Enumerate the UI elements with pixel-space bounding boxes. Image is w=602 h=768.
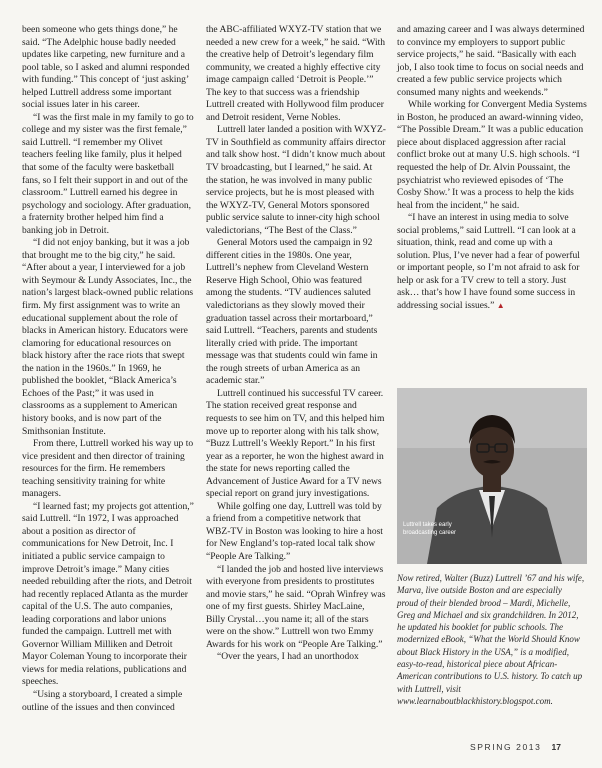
paragraph: the ABC-affiliated WXYZ-TV station that we needed a new crew for a week,” he said. “With the creative help of Detroit’s legendary film community, we created a highly effective city image campaign called ‘Detroit is People.’” The key to that success was a friendship Luttrell created with Hollywood film producer and Detroit resident, Verne Nobles. [206,24,386,123]
paragraph: While working for Convergent Media Systems in Boston, he produced an award-winning video, “The Possible Dream.” It was a public education piece about displaced aggression after racial conflict broke out at many U.S. high schools. “I requested the help of Dr. Alvin Poussaint, the psychiatrist who reviewed episodes of ‘The Cosby Show.’ It was a process to help the kids heal from the incident,” he said. [397,99,587,211]
paragraph: “Over the years, I had an unorthodox [217,651,359,663]
portrait-illustration [397,388,587,564]
portrait-photo [397,388,587,564]
paragraph: General Motors used the campaign in 92 different cities in the 1980s. One year, Luttrell’s nephew from Cleveland Western Reserve High School, Ohio was featured among the students. “TV audiences saluted valedictorians as they slowly moved their graduation tassel across their mortarboard,” said Luttrell. “Teachers, parents and students literally cried with pride. The important message was that students could win fame in the rough streets of urban America as an academic star.” [206,237,378,387]
paragraph: Luttrell continued his successful TV career. The station received great response and requests to see him on TV, and this helped him move up to reporter along with his talk show, “Buzz Luttrell’s Weekly Report.” In his first year as a reporter, he won the highest award in the state for news reporting called the Advancement of Justice Award for a TV news special report on grand jury investigations. [206,387,385,500]
photo-cutline: Now retired, Walter (Buzz) Luttrell ’67 and his wife, Marva, live outside Boston and are especially proud of their blended brood – Mardi, Michelle, Greg and Michael and six grandchildren. In 2012, he updated his booklet for public schools. The modernized eBook, “What the World Should Know about Black History in the USA,” is a modified, easy-to-read, historical piece about African-American contributions to U.S. history. To catch up with Luttrell, visit www.learnaboutblackhistory.blogspot.com. [397,573,585,706]
paragraph: From there, Luttrell worked his way up to vice president and then director of training resources for the firm. He remembers teaching sensitivity training for white managers. [22,438,194,500]
paragraph: “I was the first male in my family to go to college and my sister was the first female,” said Luttrell. “I remember my Olivet teachers feeling like family, plus it helped that some of the faculty were basketball fans, so I felt their support in and out of the classroom.” Luttrell earned his degree in psychology and sociology. After graduation, a fraternity brother helped him find a banking job in Detroit. [22,111,194,236]
issue-label: SPRING 2013 [470,742,542,752]
paragraph: and amazing career and I was always determined to convince my employers to support public service projects,” he said. “Basically with each job, I also took time to focus on social needs and created a few public service projects which consumed many nights and weekends.” [397,24,585,98]
paragraph: While golfing one day, Luttrell was told by a friend from a competitive network that WBZ-TV in Boston was looking to hire a host for New England’s top-rated local talk show “People Are Talking.” [206,500,383,562]
page-number: 17 [551,742,561,752]
page-footer [470,742,561,752]
paragraph [397,212,587,312]
paragraph: “Using a storyboard, I created a simple outline of the issues and then convinced [22,688,183,713]
paragraph: “I landed the job and hosted live interviews with everyone from presidents to prostitutes and movie stars,” he said. “Oprah Winfrey was one of my first guests. Shirley MacLaine, Billy Crystal…you name it; all of the stars were on the show.” Luttrell won two Emmy Awards for his work on “People Are Talking.” [206,563,386,650]
paragraph: Luttrell later landed a position with WXYZ-TV in Southfield as community affairs director and talk show host. “I didn’t know much about TV broadcasting, but I learned,” he said. At the station, he was involved in many public service projects, but he is most pleased with the WXYZ-TV, General Motors sponsored public service salute to inner-city high school valedictorians, “The Best of the Class.” [206,124,386,236]
paragraph: “I did not enjoy banking, but it was a job that brought me to the big city,” he said. “After about a year, I interviewed for a job with Seymour & Lundy Associates, Inc., the nation’s largest black-owned public relations firm. My first assignment was to write an educational supplement about the role of blacks in American history. Educators were clamoring for educational resources on black history after the race riots that swept the nation in the 1960s.” In 1969, he published the booklet, “Black America’s Echoes of the Past;” it was used in classrooms as a supplement to American history books, and is now part of the Smithsonian Institute. [22,237,194,437]
article-column-2 [206,24,386,664]
photo-caption: Luttrell takes early broadcasting career [403,522,457,536]
paragraph: been someone who gets things done,” he said. “The Adelphic house badly needed updates like carpeting, new furniture and a pool table, so I asked and alumni responded with funding.” This concept of ‘just asking’ helped Luttrell address some important social issues later in his career. [22,24,190,111]
paragraph-text: “I have an interest in using media to solve social problems,” said Luttrell. “I can look at a situation, think, read and come up with a solution. Plus, I’ve never had a fear of powerful or important people, so I’m not afraid to ask for help or ask for a TV crew to tell a story. Just ask… that’s how I have found some success in addressing social issues.” [397,212,580,312]
paragraph: “I learned fast; my projects got attention,” said Luttrell. “In 1972, I was approached about a position as director of communications for New Detroit, Inc. I initiated a public service campaign to improve Detroit’s image.” Many cities needed rebuilding after the riots, and Detroit had recently replaced Atlanta as the murder capital of the U.S. The auto companies, leading corporations and labor unions funded the campaign. Luttrell met with Governor William Milliken and Detroit Mayor Coleman Young to incorporate their views for media relations, publications and speeches. [22,500,194,688]
article-column-1 [22,24,194,714]
end-of-story-mark: ▲ [496,301,505,311]
article-column-3 [397,24,587,313]
